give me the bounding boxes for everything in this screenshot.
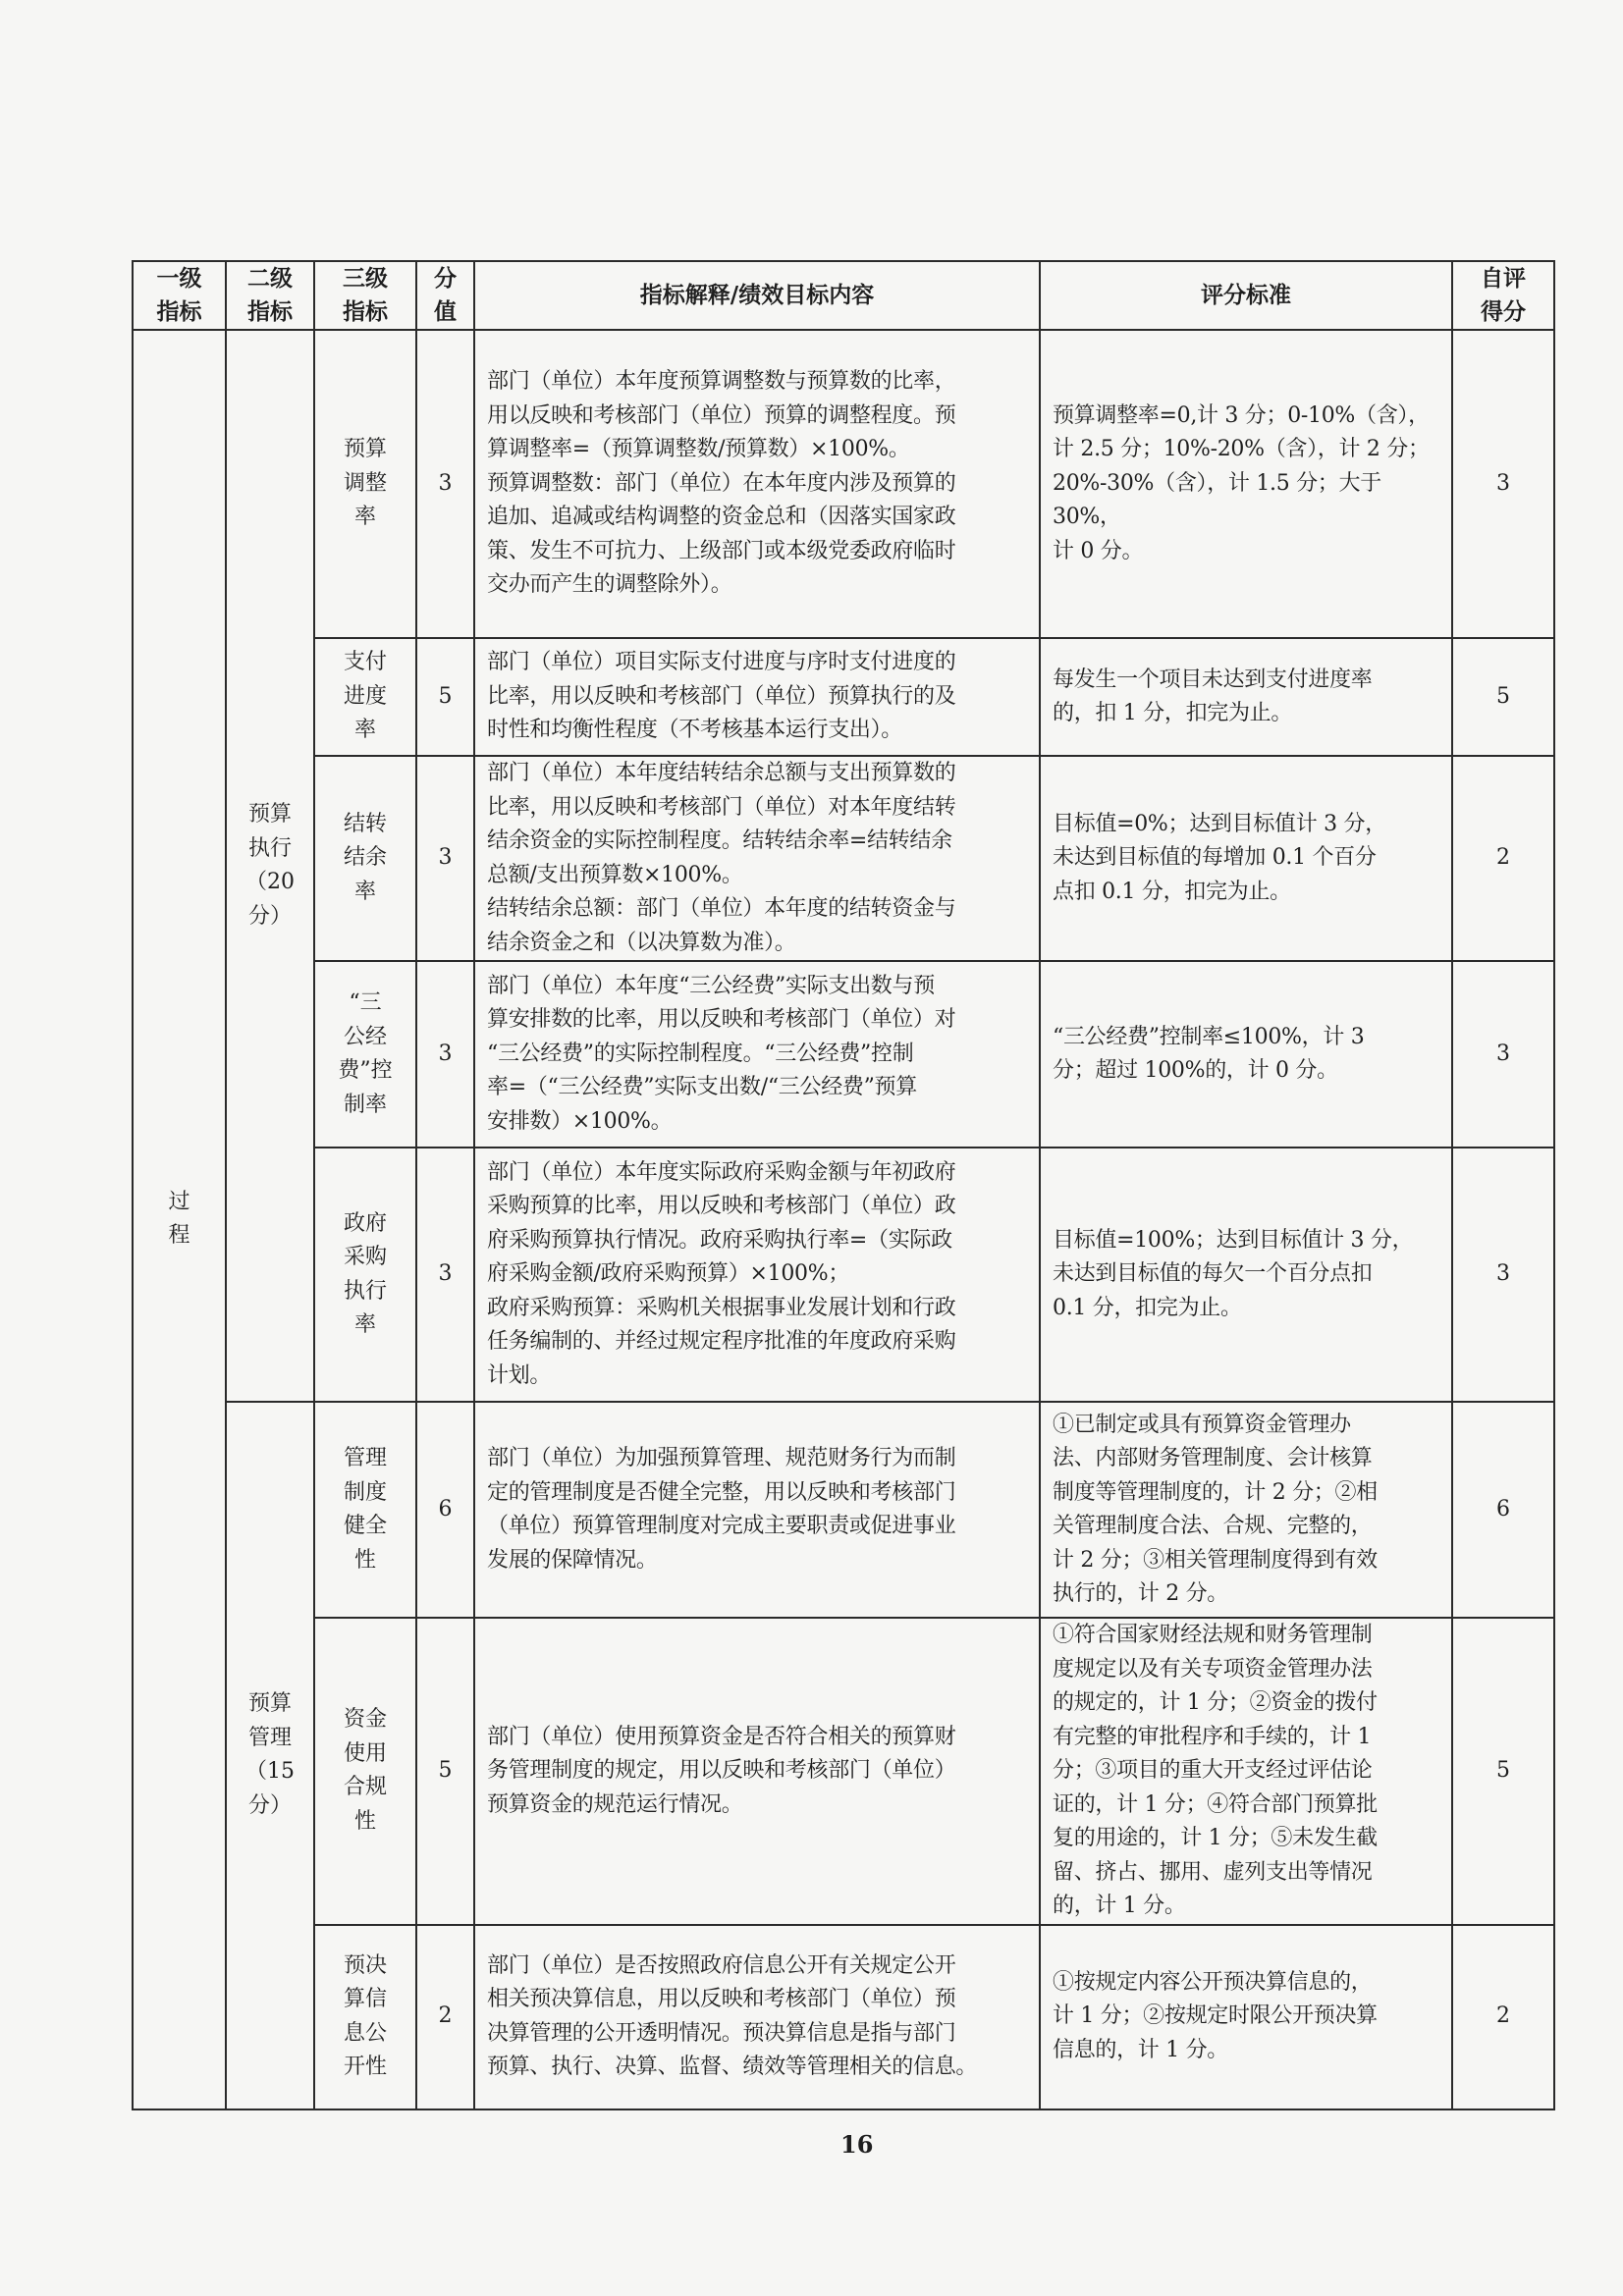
- table-row: [133, 330, 1554, 638]
- score-value: 3: [416, 961, 474, 1148]
- level2-indicator: 预算 管理 （15 分）: [226, 1402, 314, 2109]
- self-score: 6: [1452, 1402, 1554, 1618]
- score-value: 2: [416, 1925, 474, 2109]
- self-score: 2: [1452, 1925, 1554, 2109]
- table-row: [133, 1402, 1554, 1618]
- level3-indicator: 预决 算信 息公 开性: [314, 1925, 416, 2109]
- indicator-content: 部门（单位）本年度“三公经费”实际支出数与预 算安排数的比率，用以反映和考核部门（单位）对 “三公经费”的实际控制程度。“三公经费”控制 率=（“三公经费”实际支出数/“三公经费”预算 安排数）×100%。: [474, 961, 1040, 1148]
- table-row: [133, 638, 1554, 756]
- level3-indicator: 结转 结余 率: [314, 756, 416, 961]
- self-score: 3: [1452, 330, 1554, 638]
- scoring-criteria: “三公经费”控制率≤100%，计 3 分；超过 100%的，计 0 分。: [1040, 961, 1452, 1148]
- score-value: 3: [416, 1148, 474, 1402]
- table-row: [133, 756, 1554, 961]
- indicator-content: 部门（单位）项目实际支付进度与序时支付进度的 比率，用以反映和考核部门（单位）预算执行的及 时性和均衡性程度（不考核基本运行支出）。: [474, 638, 1040, 756]
- scoring-criteria: ①符合国家财经法规和财务管理制 度规定以及有关专项资金管理办法 的规定的，计 1 分；②资金的拨付 有完整的审批程序和手续的，计 1 分；③项目的重大开支经过评估论 证的，计 1 分；④符合部门预算批 复的用途的，计 1 分；⑤未发生截 留、挤占、挪用、虚列支出等情况 的，计 1 分。: [1040, 1618, 1452, 1925]
- header-content: 指标解释/绩效目标内容: [474, 261, 1040, 330]
- level3-indicator: 支付 进度 率: [314, 638, 416, 756]
- level2-indicator: 预算 执行 （20 分）: [226, 330, 314, 1402]
- scoring-criteria: 每发生一个项目未达到支付进度率 的，扣 1 分，扣完为止。: [1040, 638, 1452, 756]
- indicator-content: 部门（单位）是否按照政府信息公开有关规定公开 相关预决算信息，用以反映和考核部门（单位）预 决算管理的公开透明情况。预决算信息是指与部门 预算、执行、决算、监督、绩效等管理相关的信息。: [474, 1925, 1040, 2109]
- score-value: 5: [416, 1618, 474, 1925]
- table-row: [133, 961, 1554, 1148]
- header-level2: 二级 指标: [226, 261, 314, 330]
- score-value: 5: [416, 638, 474, 756]
- table-row: [133, 1925, 1554, 2109]
- header-level1: 一级 指标: [133, 261, 226, 330]
- scoring-criteria: 目标值=100%；达到目标值计 3 分， 未达到目标值的每欠一个百分点扣 0.1 分，扣完为止。: [1040, 1148, 1452, 1402]
- self-score: 3: [1452, 961, 1554, 1148]
- scoring-criteria: 预算调整率=0,计 3 分；0-10%（含）， 计 2.5 分；10%-20%（含），计 2 分； 20%-30%（含），计 1.5 分；大于 30%， 计 0 分。: [1040, 330, 1452, 638]
- header-level3: 三级 指标: [314, 261, 416, 330]
- header-self-score: 自评 得分: [1452, 261, 1554, 330]
- header-criteria: 评分标准: [1040, 261, 1452, 330]
- score-value: 6: [416, 1402, 474, 1618]
- header-score: 分 值: [416, 261, 474, 330]
- table-header-row: [133, 261, 1554, 330]
- self-score: 5: [1452, 638, 1554, 756]
- indicator-content: 部门（单位）为加强预算管理、规范财务行为而制 定的管理制度是否健全完整，用以反映和考核部门 （单位）预算管理制度对完成主要职责或促进事业 发展的保障情况。: [474, 1402, 1040, 1618]
- indicator-table: [132, 260, 1555, 2110]
- indicator-content: 部门（单位）使用预算资金是否符合相关的预算财 务管理制度的规定，用以反映和考核部门（单位） 预算资金的规范运行情况。: [474, 1618, 1040, 1925]
- score-value: 3: [416, 756, 474, 961]
- self-score: 5: [1452, 1618, 1554, 1925]
- level3-indicator: 预算 调整 率: [314, 330, 416, 638]
- score-value: 3: [416, 330, 474, 638]
- table-row: [133, 1148, 1554, 1402]
- indicator-content: 部门（单位）本年度结转结余总额与支出预算数的 比率，用以反映和考核部门（单位）对本年度结转 结余资金的实际控制程度。结转结余率=结转结余 总额/支出预算数×100%。 结转结余总额：部门（单位）本年度的结转资金与 结余资金之和（以决算数为准）。: [474, 756, 1040, 961]
- level3-indicator: “三 公经 费”控 制率: [314, 961, 416, 1148]
- indicator-content: 部门（单位）本年度预算调整数与预算数的比率， 用以反映和考核部门（单位）预算的调整程度。预 算调整率=（预算调整数/预算数）×100%。 预算调整数：部门（单位）在本年度内涉及预算的 追加、追减或结构调整的资金总和（因落实国家政 策、发生不可抗力、上级部门或本级党委政府临时 交办而产生的调整除外）。: [474, 330, 1040, 638]
- level3-indicator: 管理 制度 健全 性: [314, 1402, 416, 1618]
- self-score: 2: [1452, 756, 1554, 961]
- level3-indicator: 资金 使用 合规 性: [314, 1618, 416, 1925]
- level1-indicator: 过 程: [133, 330, 226, 2109]
- self-score: 3: [1452, 1148, 1554, 1402]
- scoring-criteria: ①已制定或具有预算资金管理办 法、内部财务管理制度、会计核算 制度等管理制度的，计 2 分；②相 关管理制度合法、合规、完整的， 计 2 分；③相关管理制度得到有效 执行的，计 2 分。: [1040, 1402, 1452, 1618]
- level3-indicator: 政府 采购 执行 率: [314, 1148, 416, 1402]
- page-number: 16: [840, 2130, 874, 2159]
- scoring-criteria: 目标值=0%；达到目标值计 3 分， 未达到目标值的每增加 0.1 个百分 点扣 0.1 分，扣完为止。: [1040, 756, 1452, 961]
- table-row: [133, 1618, 1554, 1925]
- indicator-content: 部门（单位）本年度实际政府采购金额与年初政府 采购预算的比率，用以反映和考核部门（单位）政 府采购预算执行情况。政府采购执行率=（实际政 府采购金额/政府采购预算）×100%； 政府采购预算：采购机关根据事业发展计划和行政 任务编制的、并经过规定程序批准的年度政府采购 计划。: [474, 1148, 1040, 1402]
- scoring-criteria: ①按规定内容公开预决算信息的， 计 1 分；②按规定时限公开预决算 信息的，计 1 分。: [1040, 1925, 1452, 2109]
